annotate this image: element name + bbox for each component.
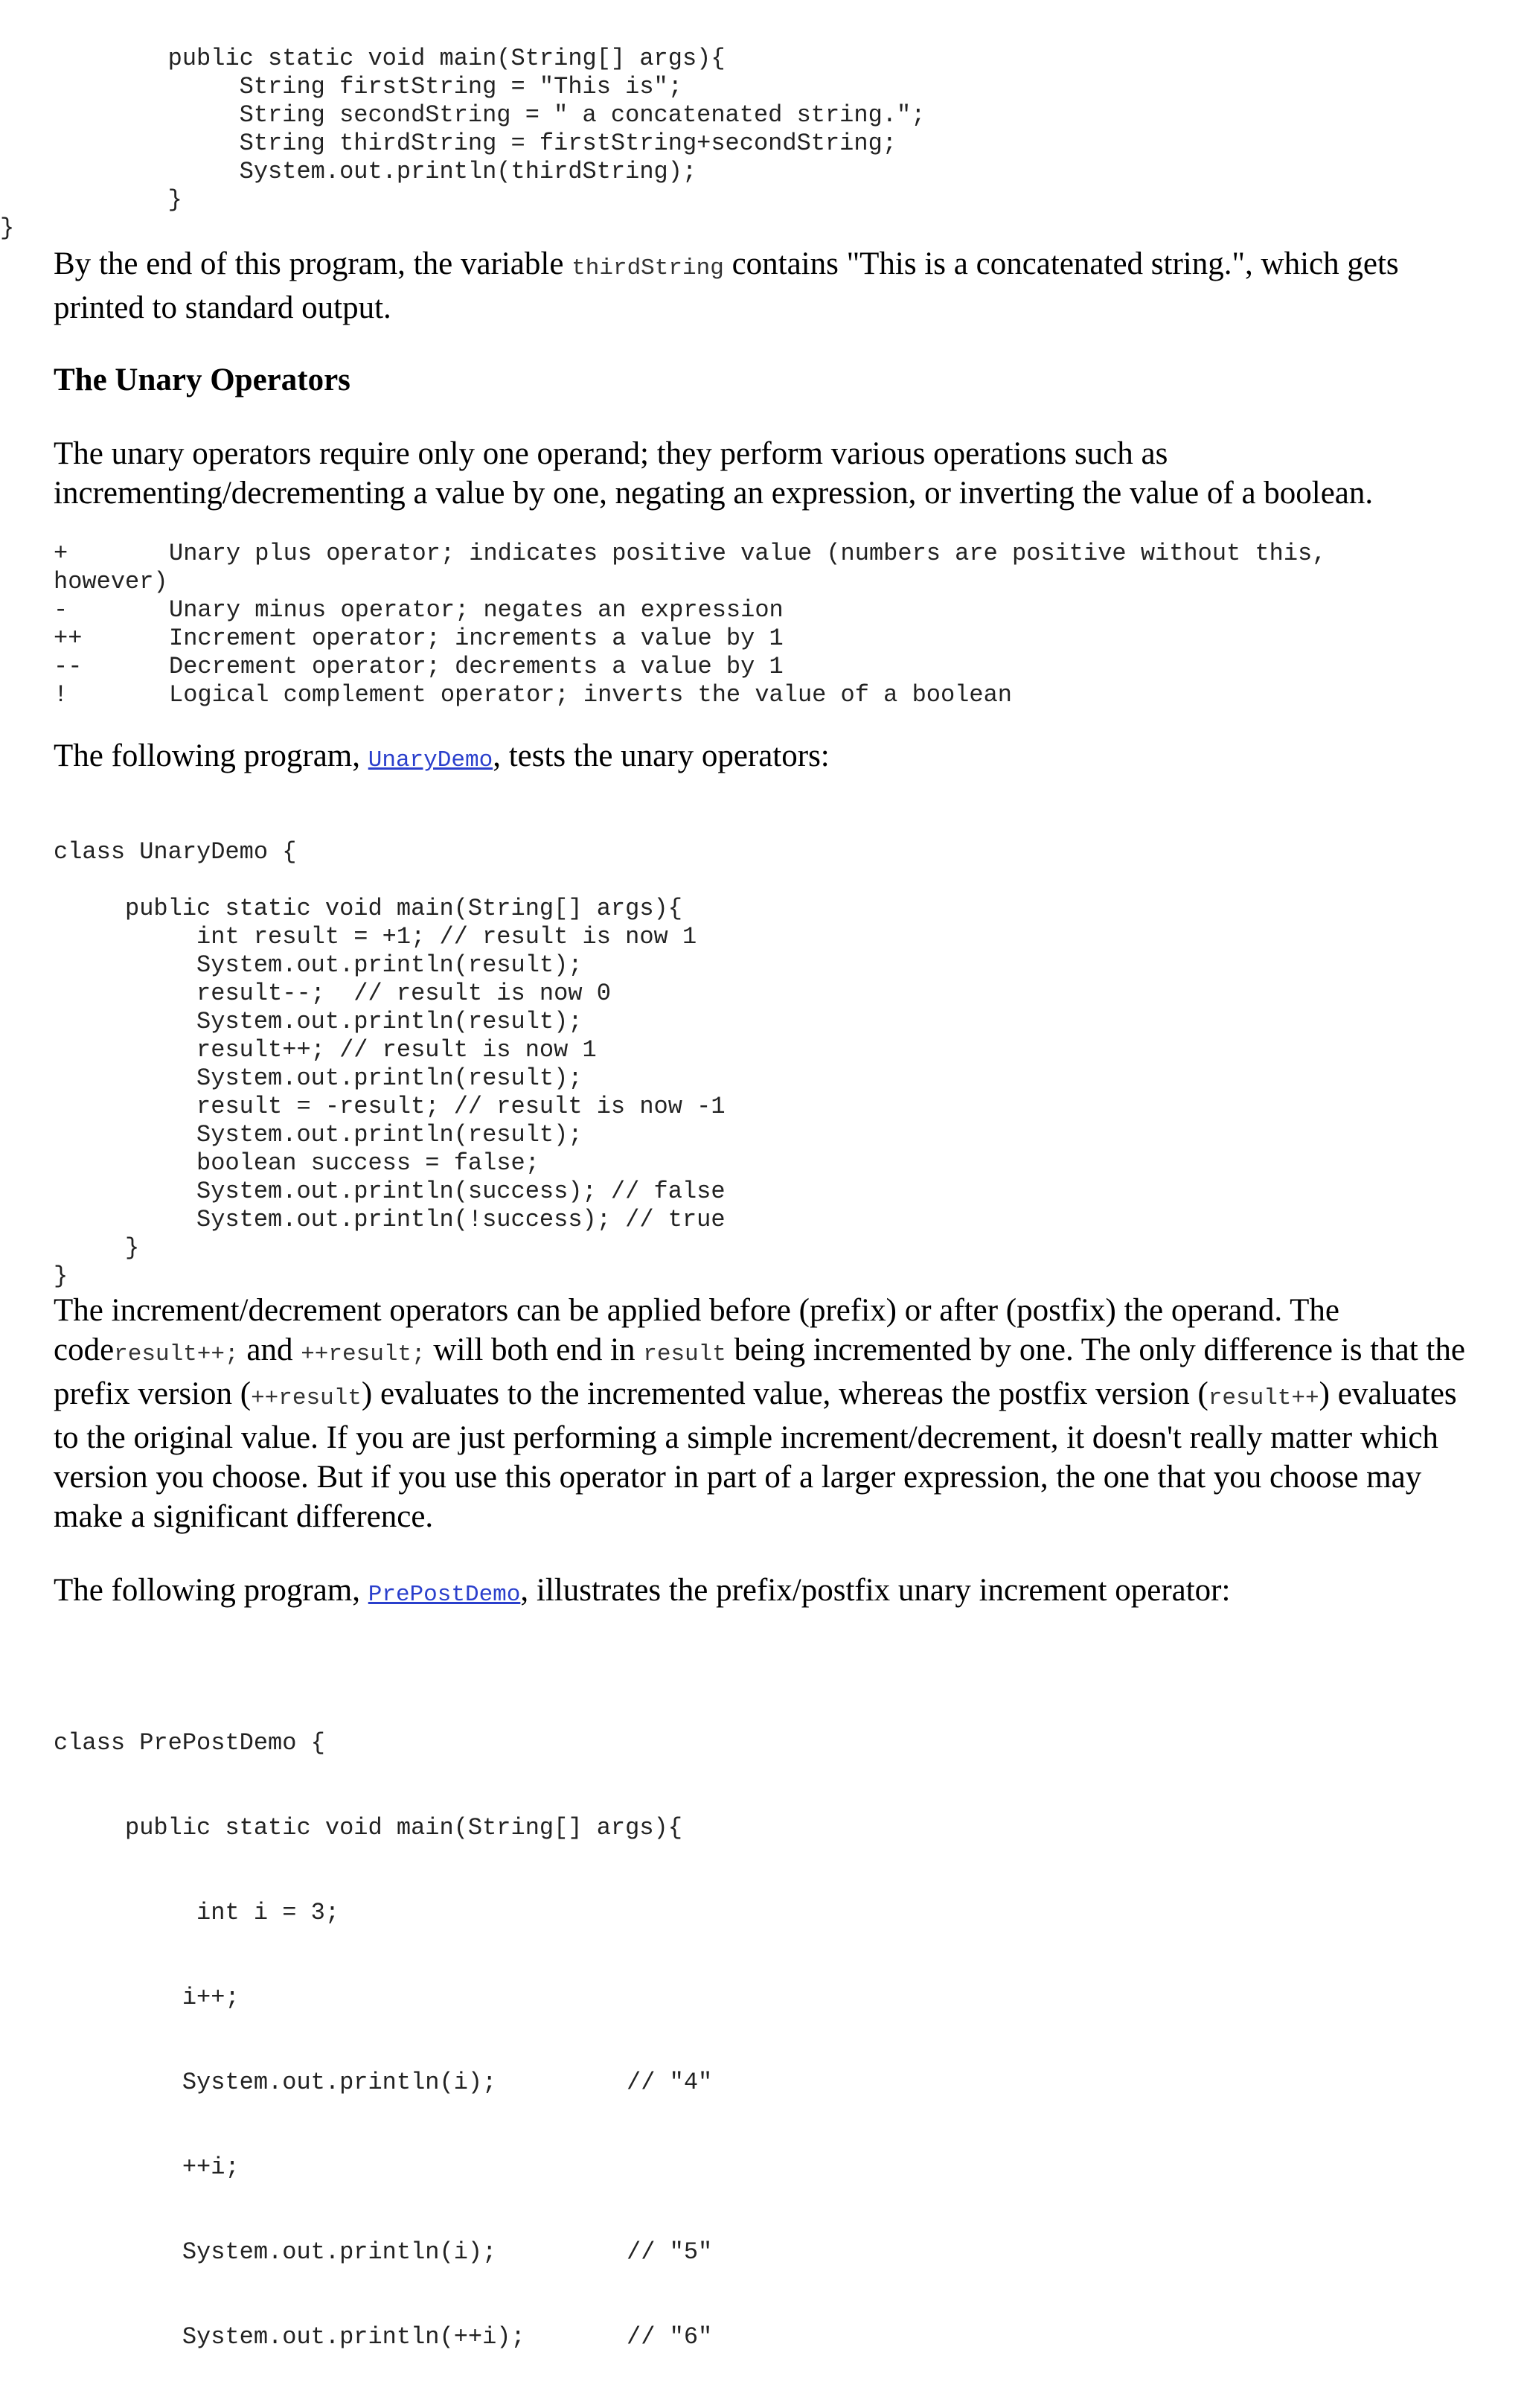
code-line: class UnaryDemo { — [54, 838, 297, 866]
code-comment: // "5" — [627, 2238, 713, 2266]
code-line: System.out.println(i); // "5" — [54, 2238, 713, 2266]
code-line: } — [54, 1262, 68, 1290]
operator-description: Unary plus operator; indicates positive value (numbers are positive without this, — [169, 540, 1327, 567]
operator-table — [54, 540, 1467, 709]
code-line: String thirdString = firstString+secondString; — [54, 130, 897, 157]
code-line: String secondString = " a concatenated string."; — [54, 101, 926, 129]
code-line: result--; // result is now 0 — [54, 980, 611, 1007]
code-line: System.out.println(result); — [54, 1121, 583, 1149]
operator-description-wrap: however) — [54, 568, 168, 595]
inline-code: result — [643, 1341, 726, 1367]
operator-description: Unary minus operator; negates an expression — [169, 596, 784, 624]
operator-row — [54, 625, 1467, 653]
code-line: boolean success = false; — [54, 1149, 540, 1177]
operator-row — [54, 653, 1467, 681]
operator-description: Logical complement operator; inverts the value of a boolean — [169, 681, 1012, 709]
code-line: class PrePostDemo { — [54, 1729, 325, 1757]
code-line: System.out.println(++i); // "6" — [54, 2323, 713, 2351]
code-line: } — [0, 214, 15, 242]
unarydemo-link[interactable]: UnaryDemo — [368, 747, 493, 773]
section-heading-unary: The Unary Operators — [54, 363, 350, 397]
code-line: System.out.println(i); // "4" — [54, 2069, 713, 2096]
inline-code: result++ — [1208, 1385, 1319, 1411]
operator-symbol: + — [54, 540, 68, 567]
operator-symbol: ! — [54, 681, 68, 709]
code-line: System.out.println(success); // false — [54, 1178, 726, 1205]
code-line: System.out.println(!success); // true — [54, 1206, 726, 1233]
code-line: public static void main(String[] args){ — [54, 895, 682, 922]
code-comment: // "6" — [627, 2323, 713, 2351]
code-line: int result = +1; // result is now 1 — [54, 923, 697, 951]
paragraph-prefix-postfix: The increment/decrement operators can be applied before (prefix) or after (postfix) the operand. The coderesult++; and ++result; will both end in result being incremented by one. The only difference is that the prefix version (++result) evaluates to the incremented value, whereas the postfix version (result++) evaluates to the original value. If you are just performing a simple increment/decrement, it doesn't really matter which version you choose. But if you use this operator in part of a larger expression, the one that you choose may make a significant difference. — [54, 1293, 1465, 1534]
code-block-concat — [0, 45, 1467, 243]
code-line: public static void main(String[] args){ — [54, 45, 726, 72]
code-line: result = -result; // result is now -1 — [54, 1093, 726, 1120]
inline-code: thirdString — [572, 255, 724, 281]
operator-row — [54, 596, 1467, 625]
code-line: i++; — [54, 1984, 240, 2011]
code-line: int i = 3; — [54, 1899, 340, 1926]
inline-code: result++; — [114, 1341, 239, 1367]
code-line: public static void main(String[] args){ — [54, 1814, 682, 1842]
inline-code: ++result — [251, 1385, 362, 1411]
operator-symbol: -- — [54, 653, 83, 680]
operator-row — [54, 681, 1467, 709]
code-line: ++i; — [54, 2153, 240, 2181]
code-line: } — [54, 1234, 140, 1262]
document-page — [0, 45, 1467, 2408]
paragraph-unary-intro: The unary operators require only one operand; they perform various operations such as incrementing/decrementing a value by one, negating an expression, or inverting the value of a boolean. — [54, 436, 1374, 511]
code-line: String firstString = "This is"; — [54, 73, 682, 100]
operator-description: Decrement operator; decrements a value by 1 — [169, 653, 784, 680]
code-block-unarydemo — [54, 838, 1467, 1291]
operator-description: Increment operator; increments a value by 1 — [169, 625, 784, 652]
operator-symbol: ++ — [54, 625, 83, 652]
code-line: } — [54, 186, 182, 214]
code-line: result++; // result is now 1 — [54, 1036, 597, 1064]
paragraph-concat-result: By the end of this program, the variable thirdString contains "This is a concatenated string.", which gets printed to standard output. — [54, 246, 1399, 325]
code-comment: // "4" — [627, 2069, 713, 2096]
inline-code: ++result; — [301, 1341, 426, 1367]
paragraph-unary-demo-intro: The following program, UnaryDemo, tests the unary operators: — [54, 738, 830, 773]
paragraph-prepost-demo-intro: The following program, PrePostDemo, illustrates the prefix/postfix unary increment operator: — [54, 1573, 1231, 1608]
prepostdemo-link[interactable]: PrePostDemo — [368, 1582, 521, 1608]
operator-symbol: - — [54, 596, 68, 624]
code-block-prepostdemo — [54, 1673, 1467, 2408]
code-line: System.out.println(result); — [54, 1008, 583, 1035]
code-line: System.out.println(thirdString); — [54, 158, 697, 185]
code-line: System.out.println(result); — [54, 951, 583, 979]
operator-row — [54, 540, 1467, 568]
code-line: System.out.println(result); — [54, 1064, 583, 1092]
